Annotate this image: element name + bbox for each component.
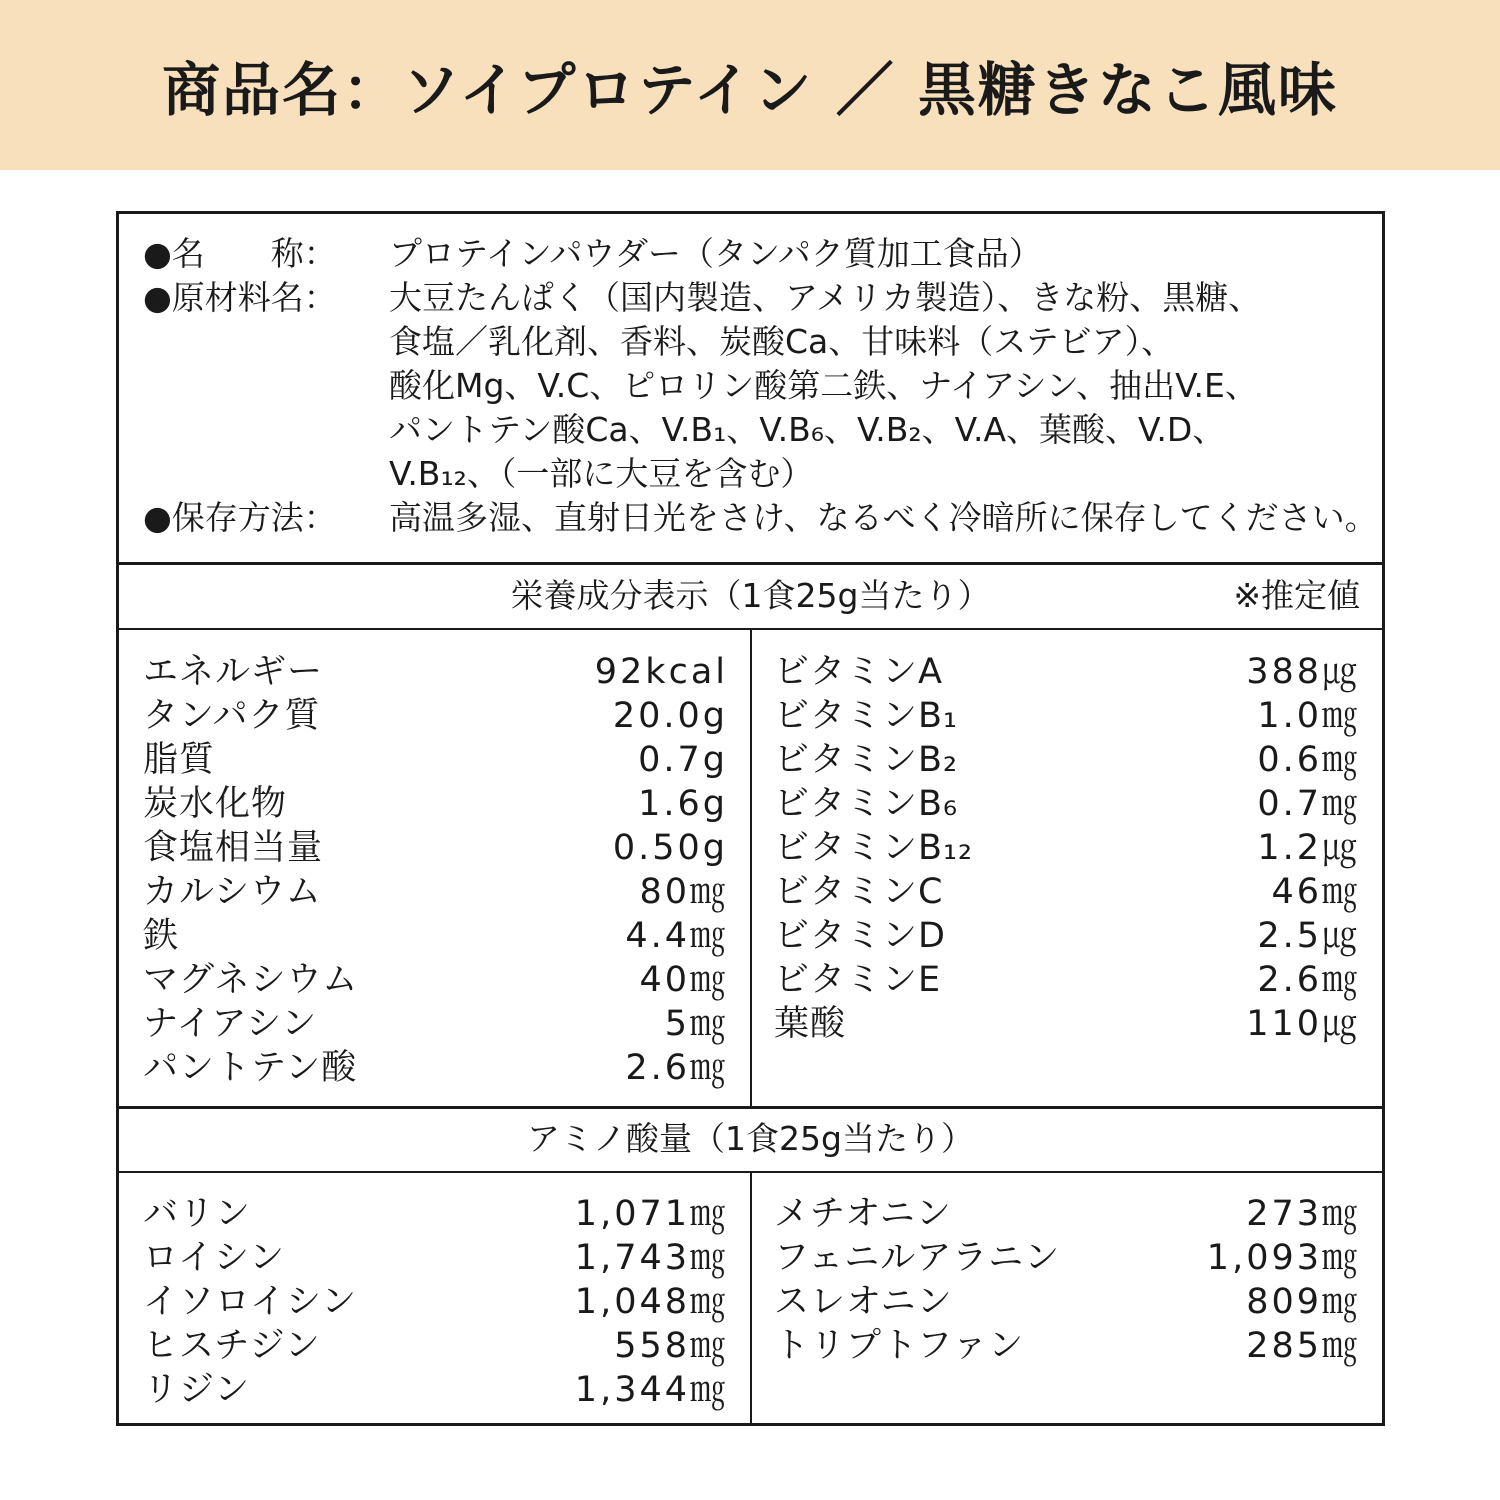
nutrient-value: 1.2㎍ xyxy=(1257,828,1360,868)
nutrient-value: 1,071㎎ xyxy=(574,1194,728,1234)
nutrient-name: ビタミンB₁₂ xyxy=(774,828,974,868)
table-row xyxy=(143,1280,728,1324)
nutrient-value: 1.6g xyxy=(638,784,728,824)
nutrient-value: 273㎎ xyxy=(1246,1194,1360,1234)
amino-header xyxy=(119,1107,1382,1173)
nutrient-name: タンパク質 xyxy=(143,696,321,736)
table-row xyxy=(774,958,1360,1002)
table-row xyxy=(143,1368,728,1412)
nutrient-value: 0.50g xyxy=(612,828,728,868)
nutrient-value: 40㎎ xyxy=(639,960,728,1000)
nutrient-name: パントテン酸 xyxy=(143,1048,358,1088)
info-value-storage: 高温多湿、直射日光をさけ、なるべく冷暗所に保存してください。 xyxy=(389,498,1378,537)
ingredients-line: V.B₁₂、（一部に大豆を含む） xyxy=(389,454,814,493)
nutrient-name: ビタミンB₂ xyxy=(774,740,959,780)
nutrient-name: リジン xyxy=(143,1370,251,1410)
product-info-section xyxy=(119,214,1382,565)
nutrient-value: 0.7g xyxy=(638,740,728,780)
table-row xyxy=(143,1324,728,1368)
table-row xyxy=(774,694,1360,738)
nutrient-name: 葉酸 xyxy=(774,1004,847,1044)
nutrient-value: 1,048㎎ xyxy=(574,1282,728,1322)
info-label-storage: ●保存方法： xyxy=(143,498,337,537)
nutrient-value: 558㎎ xyxy=(614,1326,728,1366)
nutrient-name: ビタミンE xyxy=(774,960,942,1000)
nutrient-value: 1,093㎎ xyxy=(1206,1238,1360,1278)
nutrition-title: 栄養成分表示（1食25g当たり） xyxy=(510,576,991,615)
nutrient-value: 1,743㎎ xyxy=(574,1238,728,1278)
nutrient-value: 0.6㎎ xyxy=(1257,740,1360,780)
nutrient-value: 20.0g xyxy=(612,696,728,736)
nutrient-name: ビタミンB₆ xyxy=(774,784,959,824)
amino-left-column xyxy=(143,1192,728,1412)
table-row xyxy=(143,826,728,870)
nutrition-right-column xyxy=(774,650,1360,1046)
nutrient-name: フェニルアラニン xyxy=(774,1238,1061,1278)
nutrient-value: 92kcal xyxy=(594,652,728,692)
table-row xyxy=(774,1324,1360,1368)
nutrient-value: 2.6㎎ xyxy=(1257,960,1360,1000)
nutrient-name: 炭水化物 xyxy=(143,784,288,824)
nutrient-name: バリン xyxy=(143,1194,252,1234)
ingredients-line: 酸化Mg、V.C、ピロリン酸第二鉄、ナイアシン、抽出V.E、 xyxy=(389,366,1258,405)
nutrient-value: 46㎎ xyxy=(1271,872,1360,912)
column-divider xyxy=(750,630,752,1106)
nutrient-name: トリプトファン xyxy=(774,1326,1025,1366)
table-row xyxy=(774,826,1360,870)
ingredients-line: パントテン酸Ca、V.B₁、V.B₆、V.B₂、V.A、葉酸、V.D、 xyxy=(389,410,1226,449)
nutrient-value: 1.0㎎ xyxy=(1257,696,1360,736)
nutrient-name: 食塩相当量 xyxy=(143,828,324,868)
amino-right-column xyxy=(774,1192,1360,1368)
amino-table xyxy=(119,1172,1382,1423)
table-row xyxy=(774,738,1360,782)
nutrient-name: ナイアシン xyxy=(143,1004,318,1044)
nutrient-name: ビタミンA xyxy=(774,652,943,692)
nutrient-value: 2.5㎍ xyxy=(1257,916,1360,956)
table-row xyxy=(143,958,728,1002)
nutrient-value: 5㎎ xyxy=(664,1004,728,1044)
ingredients-line: 大豆たんぱく（国内製造、アメリカ製造）、きな粉、黒糖、 xyxy=(389,278,1262,317)
table-row xyxy=(143,694,728,738)
ingredients-line: 食塩／乳化剤、香料、炭酸Ca、甘味料（ステビア）、 xyxy=(389,322,1175,361)
nutrition-table xyxy=(119,630,1382,1109)
nutrient-value: 0.7㎎ xyxy=(1257,784,1360,824)
nutrient-name: ヒスチジン xyxy=(143,1326,321,1366)
table-row xyxy=(143,782,728,826)
product-title: 商品名：ソイプロテイン ／ 黒糖きなこ風味 xyxy=(162,56,1338,124)
table-row xyxy=(143,650,728,694)
table-row xyxy=(143,1002,728,1046)
table-row xyxy=(143,1236,728,1280)
nutrient-name: カルシウム xyxy=(143,872,322,912)
table-row xyxy=(774,1280,1360,1324)
table-row xyxy=(143,870,728,914)
amino-title: アミノ酸量（1食25g当たり） xyxy=(527,1119,974,1158)
table-row xyxy=(143,738,728,782)
table-row xyxy=(774,1236,1360,1280)
table-row xyxy=(774,650,1360,694)
info-label-name: ●名 称： xyxy=(143,234,337,273)
table-row xyxy=(143,1192,728,1236)
table-row xyxy=(774,1192,1360,1236)
info-label-ingredients: ●原材料名： xyxy=(143,278,337,317)
nutrient-name: ロイシン xyxy=(143,1238,286,1278)
nutrient-name: ビタミンD xyxy=(774,916,946,956)
estimate-note: ※推定値 xyxy=(1233,576,1360,615)
label-table xyxy=(116,211,1385,1426)
nutrient-name: 脂質 xyxy=(143,740,216,780)
column-divider xyxy=(750,1172,752,1423)
nutrient-value: 388㎍ xyxy=(1246,652,1360,692)
nutrient-value: 80㎎ xyxy=(639,872,728,912)
nutrient-value: 1,344㎎ xyxy=(574,1370,728,1410)
table-row xyxy=(774,782,1360,826)
nutrient-value: 809㎎ xyxy=(1246,1282,1360,1322)
nutrient-name: スレオニン xyxy=(774,1282,953,1322)
table-row xyxy=(774,914,1360,958)
nutrient-value: 4.4㎎ xyxy=(625,916,728,956)
table-row xyxy=(774,1002,1360,1046)
nutrient-value: 2.6㎎ xyxy=(625,1048,728,1088)
nutrient-name: 鉄 xyxy=(143,916,180,956)
nutrient-name: ビタミンC xyxy=(774,872,944,912)
nutrition-left-column xyxy=(143,650,728,1090)
table-row xyxy=(143,1046,728,1090)
nutrient-name: メチオニン xyxy=(774,1194,952,1234)
nutrient-name: ビタミンB₁ xyxy=(774,696,959,736)
nutrient-value: 285㎎ xyxy=(1246,1326,1360,1366)
info-value-name: プロテインパウダー（タンパク質加工食品） xyxy=(389,234,1042,273)
nutrient-value: 110㎍ xyxy=(1246,1004,1360,1044)
nutrition-header xyxy=(119,564,1382,630)
table-row xyxy=(774,870,1360,914)
product-banner xyxy=(0,0,1500,170)
nutrient-name: イソロイシン xyxy=(143,1282,358,1322)
nutrient-name: エネルギー xyxy=(143,652,324,692)
nutrient-name: マグネシウム xyxy=(143,960,359,1000)
table-row xyxy=(143,914,728,958)
